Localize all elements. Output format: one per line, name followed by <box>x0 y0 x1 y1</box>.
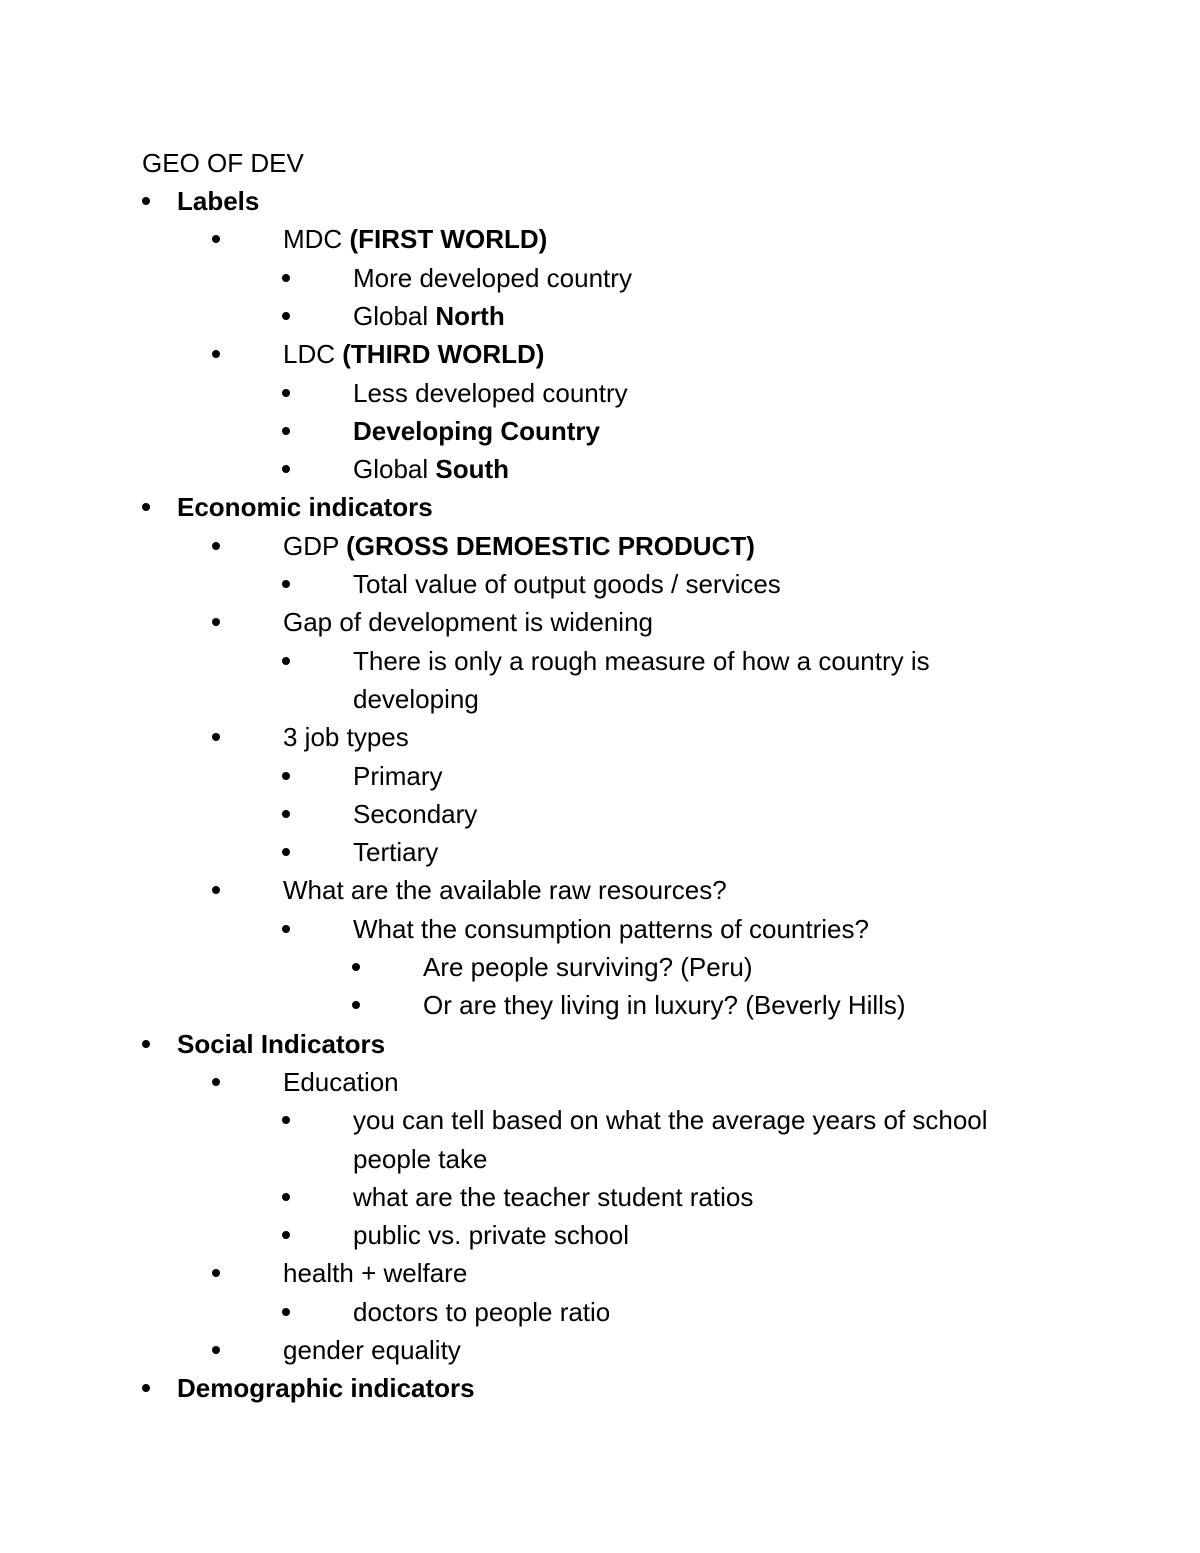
text-run: you can tell based on what the average years of school <box>353 1105 988 1135</box>
outline-item-text <box>353 259 632 297</box>
text-run: Demographic indicators <box>177 1373 475 1403</box>
outline-item <box>0 1293 1200 1331</box>
outline-item-text <box>353 412 600 450</box>
outline-item-text <box>283 1331 461 1369</box>
bullet-icon <box>282 312 290 320</box>
bullet-icon <box>282 389 290 397</box>
outline-item-text <box>353 910 869 948</box>
outline-item <box>0 718 1200 756</box>
text-run: Tertiary <box>353 837 439 867</box>
text-run: Gap of development is widening <box>283 607 654 637</box>
text-run: North <box>435 301 505 331</box>
bullet-icon <box>352 1001 360 1009</box>
outline-item <box>0 1063 1200 1101</box>
outline-item <box>0 565 1200 603</box>
outline-item-text <box>283 1063 399 1101</box>
outline-item <box>0 1254 1200 1292</box>
outline-item <box>0 986 1200 1024</box>
bullet-icon <box>282 1116 290 1124</box>
outline-item <box>0 488 1200 526</box>
outline-item <box>0 910 1200 948</box>
outline-item-text <box>353 1178 753 1216</box>
outline-item-text <box>283 220 547 258</box>
bullet-icon <box>142 503 150 511</box>
text-run: Primary <box>353 761 443 791</box>
outline-item <box>0 833 1200 871</box>
bullet-icon <box>282 810 290 818</box>
text-run: Or are they living in luxury? (Beverly Hills) <box>423 990 906 1020</box>
bullet-icon <box>212 350 220 358</box>
bullet-icon <box>142 1040 150 1048</box>
outline-item-continuation: people take <box>353 1144 488 1174</box>
text-run: What are the available raw resources? <box>283 875 727 905</box>
outline-item-text <box>353 795 477 833</box>
outline-item-text <box>353 1101 988 1139</box>
outline-item-text <box>353 757 443 795</box>
text-run: (FIRST WORLD) <box>349 224 548 254</box>
text-run: Are people surviving? (Peru) <box>423 952 753 982</box>
outline-item <box>0 527 1200 565</box>
text-run: gender equality <box>283 1335 461 1365</box>
bullet-icon <box>212 542 220 550</box>
bullet-icon <box>282 772 290 780</box>
outline-item <box>0 412 1200 450</box>
text-run: There is only a rough measure of how a country is <box>353 646 930 676</box>
outline-item-text <box>353 297 505 335</box>
bullet-icon <box>212 235 220 243</box>
text-run: public vs. private school <box>353 1220 630 1250</box>
outline-item-text <box>283 718 409 756</box>
outline-item <box>0 1101 1200 1139</box>
bullet-icon <box>282 925 290 933</box>
outline-item-text <box>283 603 653 641</box>
outline-item-text <box>353 565 781 603</box>
bullet-icon <box>282 657 290 665</box>
text-run: Global <box>353 301 436 331</box>
text-run: Developing Country <box>353 416 601 446</box>
outline-item-text <box>423 948 753 986</box>
outline-item-text <box>353 833 438 871</box>
outline-item-text <box>283 1254 467 1292</box>
outline-item <box>0 220 1200 258</box>
outline-item-text <box>283 871 727 909</box>
outline-item-text <box>177 182 259 220</box>
bullet-icon <box>282 580 290 588</box>
outline-item <box>0 1331 1200 1369</box>
outline-item <box>0 603 1200 641</box>
outline-item <box>0 450 1200 488</box>
text-run: 3 job types <box>283 722 409 752</box>
text-run: More developed country <box>353 263 632 293</box>
text-run: what are the teacher student ratios <box>353 1182 754 1212</box>
bullet-icon <box>212 618 220 626</box>
outline-item <box>0 374 1200 412</box>
document-title: GEO OF DEV <box>142 148 304 178</box>
outline-item <box>0 297 1200 335</box>
outline-item-text <box>177 488 433 526</box>
text-run: Labels <box>177 186 260 216</box>
outline-item-text <box>177 1025 385 1063</box>
text-run: MDC <box>283 224 350 254</box>
text-run: Total value of output goods / services <box>353 569 781 599</box>
text-run: Less developed country <box>353 378 628 408</box>
outline-item-text <box>353 374 628 412</box>
bullet-icon <box>282 274 290 282</box>
bullet-icon <box>142 1384 150 1392</box>
bullet-icon <box>212 886 220 894</box>
text-run: doctors to people ratio <box>353 1297 611 1327</box>
text-run: Global <box>353 454 436 484</box>
text-run: Social Indicators <box>177 1029 386 1059</box>
text-run: Education <box>283 1067 399 1097</box>
outline-item <box>0 182 1200 220</box>
outline-item-text <box>353 642 930 680</box>
outline-item-text <box>353 1293 610 1331</box>
outline-item <box>0 1216 1200 1254</box>
outline-item <box>0 335 1200 373</box>
outline-item <box>0 948 1200 986</box>
bullet-icon <box>352 963 360 971</box>
outline-item-text <box>283 527 755 565</box>
bullet-icon <box>282 427 290 435</box>
text-run: health + welfare <box>283 1258 468 1288</box>
bullet-icon <box>212 1346 220 1354</box>
text-run: Economic indicators <box>177 492 433 522</box>
outline-item <box>0 1178 1200 1216</box>
bullet-icon <box>212 1078 220 1086</box>
outline-item-text <box>177 1369 475 1407</box>
bullet-icon <box>212 733 220 741</box>
outline-item-text <box>353 1216 629 1254</box>
outline-item <box>0 1369 1200 1407</box>
bullet-icon <box>212 1269 220 1277</box>
outline-item-continuation: developing <box>353 684 479 714</box>
bullet-icon <box>282 848 290 856</box>
text-run: South <box>435 454 510 484</box>
text-run: What the consumption patterns of countries? <box>353 914 869 944</box>
text-run: Secondary <box>353 799 478 829</box>
outline-item <box>0 871 1200 909</box>
bullet-icon <box>282 1231 290 1239</box>
outline-item <box>0 795 1200 833</box>
text-run: GDP <box>283 531 347 561</box>
text-run: (GROSS DEMOESTIC PRODUCT) <box>346 531 755 561</box>
text-run: (THIRD WORLD) <box>342 339 545 369</box>
bullet-icon <box>282 465 290 473</box>
text-run: LDC <box>283 339 343 369</box>
bullet-icon <box>282 1193 290 1201</box>
outline-item-text <box>423 986 906 1024</box>
outline-item-text <box>283 335 544 373</box>
bullet-icon <box>142 197 150 205</box>
outline-item <box>0 642 1200 680</box>
bullet-icon <box>282 1308 290 1316</box>
outline-item-text <box>353 450 509 488</box>
outline-item <box>0 259 1200 297</box>
outline-item <box>0 757 1200 795</box>
outline-item <box>0 1025 1200 1063</box>
